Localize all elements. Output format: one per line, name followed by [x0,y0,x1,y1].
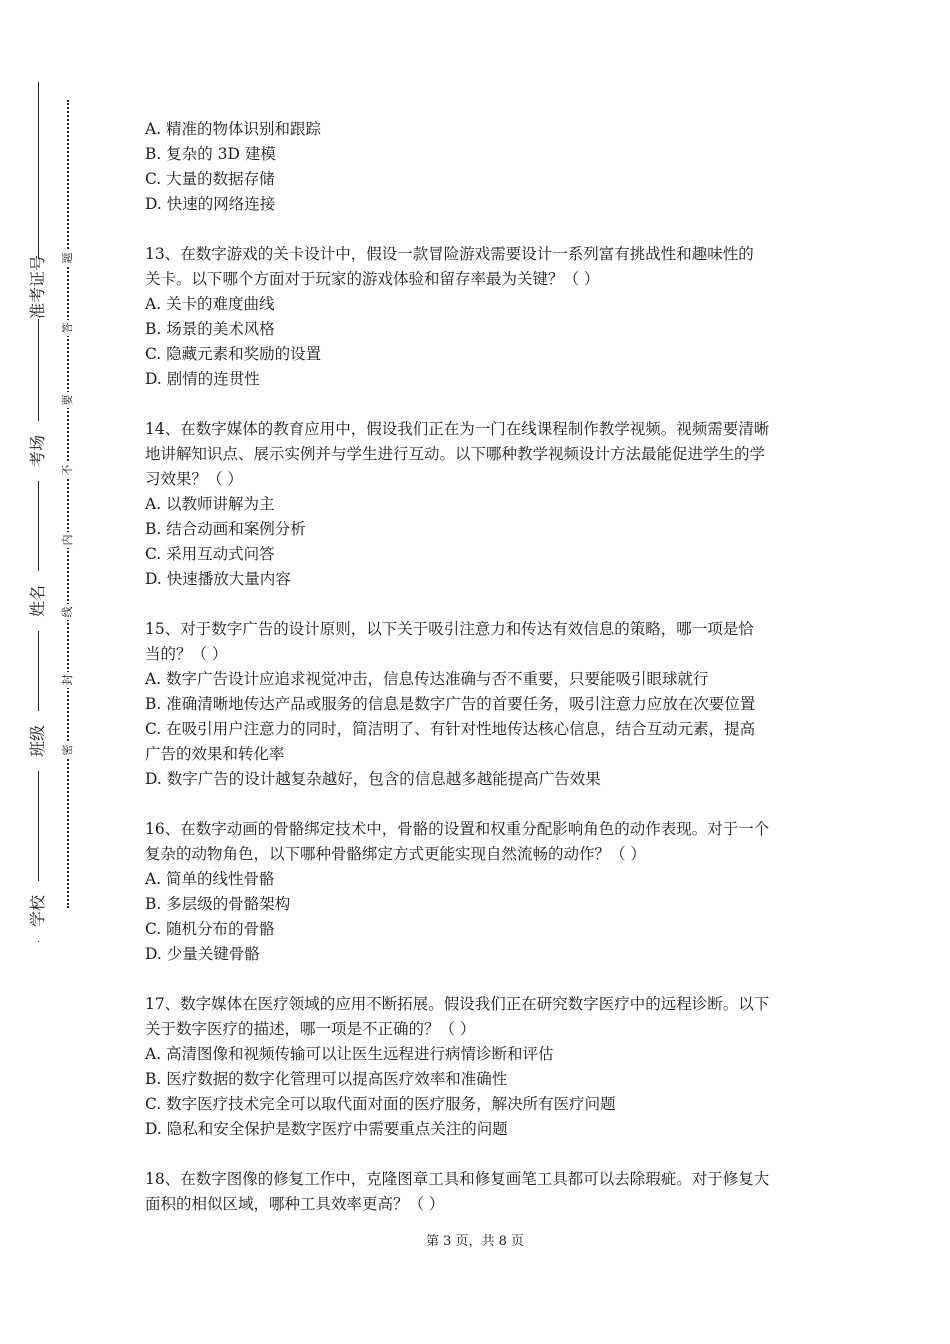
option: B. 医疗数据的数字化管理可以提高医疗效率和准确性 [145,1070,508,1088]
option: A. 以教师讲解为主 [145,495,275,513]
seal-char: 题 [60,250,76,266]
question-block [145,817,815,967]
option: C. 在吸引用户注意力的同时，简洁明了、有针对性地传达核心信息，结合互动元素，提高 [145,720,756,738]
seal-char: 内 [60,532,76,548]
question-stem: 14、在数字媒体的教育应用中，假设我们正在为一门在线课程制作教学视频。视频需要清晰 [145,420,770,438]
question-stem: 18、在数字图像的修复工作中，克隆图章工具和修复画笔工具都可以去除瑕疵。对于修复大 [145,1170,770,1188]
question-block [145,617,815,792]
option: B. 多层级的骨骼架构 [145,895,291,913]
option: C. 数字医疗技术完全可以取代面对面的医疗服务，解决所有医疗问题 [145,1095,616,1113]
option: D. 隐私和安全保护是数字医疗中需要重点关注的问题 [145,1120,508,1138]
option: D. 数字广告的设计越复杂越好，包含的信息越多越能提高广告效果 [145,770,601,788]
option: D. 剧情的连贯性 [145,370,260,388]
seal-char: 密 [60,742,76,758]
option: A. 关卡的难度曲线 [145,295,275,313]
question-list [145,117,815,1217]
question-block [145,1167,815,1217]
option: D. 快速播放大量内容 [145,570,291,588]
question-stem: 关卡。以下哪个方面对于玩家的游戏体验和留存率最为关键？（ ） [145,270,600,288]
seal-char: 封 [60,672,76,688]
seal-char: 要 [60,392,76,408]
option: C. 隐藏元素和奖励的设置 [145,345,322,363]
question-stem: 习效果？（ ） [145,470,243,488]
question-block [145,417,815,592]
option: B. 场景的美术风格 [145,320,275,338]
option: 广告的效果和转化率 [145,745,285,763]
page-number: 第 3 页，共 8 页 [425,1234,525,1249]
option: B. 复杂的 3D 建模 [145,145,276,163]
question-stem: 复杂的动物角色，以下哪种骨骼绑定方式更能实现自然流畅的动作？（ ） [145,845,646,863]
option: A. 数字广告设计应追求视觉冲击，信息传达准确与否不重要，只要能吸引眼球就行 [145,670,709,688]
option: A. 精准的物体识别和跟踪 [145,120,322,138]
school-label: 学校 [27,881,49,941]
exam-id-label: 准考证号 [28,254,47,319]
option: D. 少量关键骨骼 [145,945,260,963]
question-stem: 15、对于数字广告的设计原则，以下关于吸引注意力和传达有效信息的策略，哪一项是恰 [145,620,754,638]
option: B. 准确清晰地传达产品或服务的信息是数字广告的首要任务，吸引注意力应放在次要位置 [145,695,756,713]
question-block [145,117,815,217]
seal-char: 线 [60,604,76,620]
question-stem: 16、在数字动画的骨骼绑定技术中，骨骼的设置和权重分配影响角色的动作表现。对于一个 [145,820,770,838]
question-stem: 面积的相似区域，哪种工具效率更高？（ ） [145,1195,445,1213]
option: C. 随机分布的骨骼 [145,920,275,938]
exam-room-label: 考场 [27,421,49,481]
option: C. 采用互动式问答 [145,545,275,563]
question-stem: 关于数字医疗的描述，哪一项是不正确的？（ ） [145,1020,476,1038]
question-block [145,992,815,1142]
option: B. 结合动画和案例分析 [145,520,306,538]
class-label: 班级 [27,711,49,771]
binding-margin [0,0,110,1344]
name-label: 姓名 [27,571,49,631]
question-stem: 13、在数字游戏的关卡设计中，假设一款冒险游戏需要设计一系列富有挑战性和趣味性的 [145,245,754,263]
seal-char: 答 [60,320,76,336]
seal-char: 不 [60,462,76,478]
binding-solid-line [38,82,39,942]
question-stem: 当的？（ ） [145,645,228,663]
option: D. 快速的网络连接 [145,195,276,213]
question-stem: 地讲解知识点、展示实例并与学生进行互动。以下哪种教学视频设计方法最能促进学生的学 [145,445,766,463]
option: C. 大量的数据存储 [145,170,275,188]
question-block [145,242,815,392]
question-stem: 17、数字媒体在医疗领域的应用不断拓展。假设我们正在研究数字医疗中的远程诊断。以下 [145,995,770,1013]
binding-dotted-line [67,100,69,908]
option: A. 高清图像和视频传输可以让医生远程进行病情诊断和评估 [145,1045,554,1063]
option: A. 简单的线性骨骼 [145,870,275,888]
